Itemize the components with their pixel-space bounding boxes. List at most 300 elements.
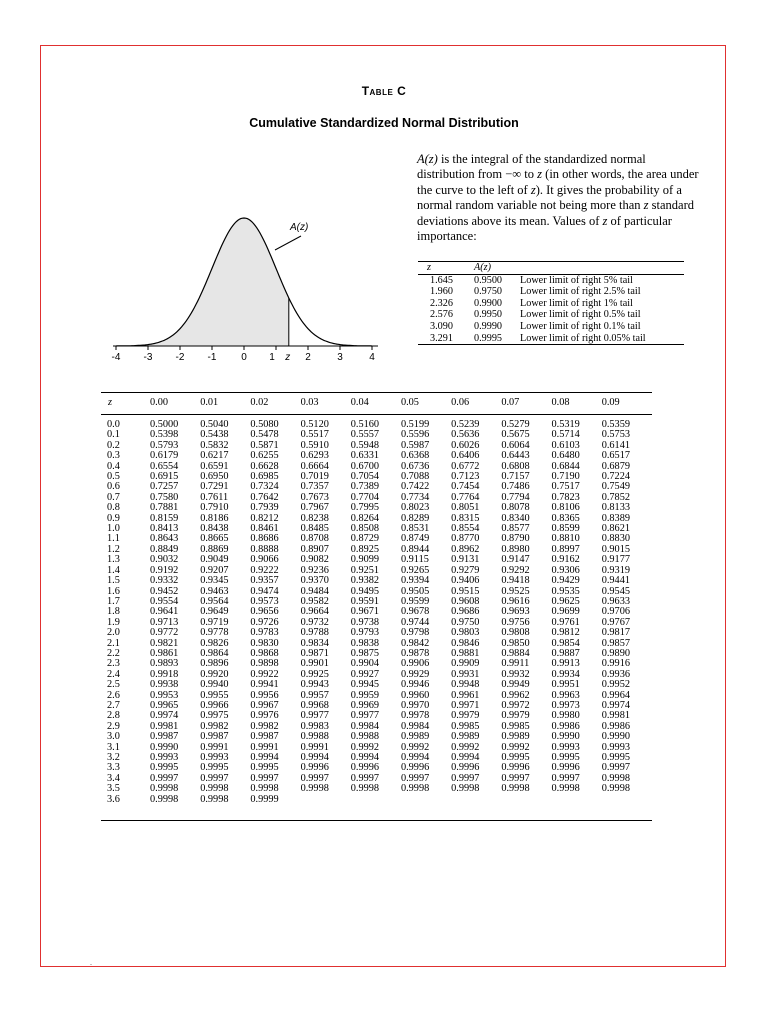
area-label: A(z) bbox=[290, 222, 309, 233]
table-cell: 0.9938 bbox=[150, 679, 179, 691]
table-cell: 0.9977 bbox=[300, 710, 329, 722]
table-cell: 0.9997 bbox=[501, 772, 530, 784]
table-cell: 0.9998 bbox=[150, 783, 179, 795]
table-cell: 0.8770 bbox=[451, 533, 480, 545]
row-z-value: 1.5 bbox=[107, 575, 120, 587]
row-z-value: 0.6 bbox=[107, 481, 120, 493]
table-cell: 0.5279 bbox=[501, 419, 530, 430]
ref-z-value: 3.291 bbox=[418, 333, 474, 345]
table-cell: 0.9896 bbox=[200, 658, 229, 670]
document-title: Cumulative Standardized Normal Distribution bbox=[249, 116, 519, 130]
table-cell: 0.8997 bbox=[551, 543, 580, 555]
row-z-value: 3.2 bbox=[107, 752, 120, 763]
row-z-value: 0.8 bbox=[107, 502, 120, 514]
table-cell: 0.9535 bbox=[551, 585, 580, 597]
table-cell: 0.7852 bbox=[601, 491, 631, 503]
table-cell: 0.8925 bbox=[350, 543, 380, 555]
table-cell: 0.9997 bbox=[250, 772, 279, 784]
table-cell: 0.9906 bbox=[400, 658, 430, 670]
table-cell: 0.9842 bbox=[400, 637, 430, 649]
table-cell: 0.9719 bbox=[200, 616, 229, 628]
normal-curve-diagram bbox=[108, 210, 388, 370]
table-cell: 0.9265 bbox=[400, 564, 430, 576]
table-cell: 0.9932 bbox=[501, 668, 530, 680]
table-cell: 0.7734 bbox=[400, 491, 430, 503]
row-z-value: 0.5 bbox=[107, 471, 120, 483]
table-cell: 0.9821 bbox=[150, 637, 179, 649]
table-cell: 0.8133 bbox=[601, 502, 631, 514]
table-cell: 0.9936 bbox=[601, 668, 631, 680]
table-cell: 0.9997 bbox=[300, 772, 329, 784]
table-cell: 0.9901 bbox=[300, 658, 329, 670]
ref-row bbox=[418, 274, 684, 286]
table-cell: 0.9965 bbox=[150, 699, 179, 711]
table-cell: 0.8289 bbox=[400, 512, 430, 524]
table-cell: 0.9452 bbox=[150, 585, 179, 597]
table-cell: 0.9989 bbox=[400, 731, 430, 743]
table-cell: 0.9554 bbox=[150, 595, 179, 607]
table-cell: 0.9981 bbox=[601, 710, 631, 722]
column-header: 0.04 bbox=[351, 393, 401, 415]
table-cell: 0.9726 bbox=[250, 616, 279, 628]
ref-description: Lower limit of right 5% tail bbox=[520, 274, 633, 286]
row-z-value: 1.2 bbox=[107, 543, 120, 555]
table-cell: 0.8023 bbox=[400, 502, 430, 514]
table-cell: 0.6443 bbox=[501, 450, 530, 462]
table-cell: 0.5000 bbox=[150, 419, 179, 430]
table-cell: 0.9808 bbox=[501, 627, 530, 639]
table-cell: 0.8508 bbox=[350, 523, 380, 535]
intro-text: −∞ bbox=[505, 167, 522, 182]
table-cell: 0.5319 bbox=[551, 419, 580, 430]
table-cell: 0.9082 bbox=[300, 554, 329, 566]
table-cell: 0.9998 bbox=[200, 783, 229, 795]
table-cell: 0.7157 bbox=[501, 471, 530, 483]
table-cell: 0.9993 bbox=[200, 752, 229, 763]
table-cell: 0.8186 bbox=[200, 512, 229, 524]
table-cell: 0.9732 bbox=[300, 616, 329, 628]
table-cell: 0.6700 bbox=[350, 460, 380, 472]
table-cell: 0.9960 bbox=[400, 689, 430, 701]
ref-z-value: 1.960 bbox=[430, 286, 453, 298]
table-cell: 0.9015 bbox=[601, 543, 631, 555]
table-cell: 0.8790 bbox=[501, 533, 530, 545]
row-z-value: 0.3 bbox=[107, 450, 120, 462]
table-cell: 0.9744 bbox=[400, 616, 430, 628]
row-z-value: 2.3 bbox=[107, 658, 120, 670]
table-cell: 0.9131 bbox=[451, 554, 480, 566]
table-cell: 0.9945 bbox=[350, 679, 380, 691]
row-z-value: 2.4 bbox=[107, 668, 120, 680]
table-cell: 0.9812 bbox=[551, 627, 580, 639]
table-cell: 0.9979 bbox=[451, 710, 480, 722]
table-cell: 0.9985 bbox=[501, 720, 530, 732]
table-row bbox=[101, 680, 652, 690]
table-cell: 0.5517 bbox=[300, 429, 329, 441]
area-pointer bbox=[275, 236, 301, 250]
table-cell: 0.9998 bbox=[601, 783, 631, 795]
table-cell: 0.5080 bbox=[250, 419, 279, 430]
table-cell: 0.7088 bbox=[400, 471, 430, 483]
table-cell: 0.9995 bbox=[150, 762, 179, 774]
table-cell: 0.9382 bbox=[350, 575, 380, 587]
table-cell: 0.9817 bbox=[601, 627, 631, 639]
table-cell: 0.5359 bbox=[601, 419, 631, 430]
table-cell: 0.8438 bbox=[200, 523, 229, 535]
table-cell: 0.8413 bbox=[150, 523, 179, 535]
table-cell: 0.9678 bbox=[400, 606, 430, 618]
table-cell: 0.9929 bbox=[400, 668, 430, 680]
table-cell: 0.9992 bbox=[400, 741, 430, 753]
table-cell: 0.9967 bbox=[250, 699, 279, 711]
table-cell: 0.8888 bbox=[250, 543, 279, 555]
table-cell: 0.9625 bbox=[551, 595, 580, 607]
row-z-value: 1.7 bbox=[107, 595, 120, 607]
table-cell: 0.9953 bbox=[150, 689, 179, 701]
table-cell: 0.9616 bbox=[501, 595, 530, 607]
table-cell: 0.6141 bbox=[601, 439, 631, 451]
axis-tick-label: -1 bbox=[207, 352, 217, 363]
table-cell: 0.5987 bbox=[400, 439, 430, 451]
row-z-value: 1.9 bbox=[107, 616, 120, 628]
table-cell: 0.6026 bbox=[451, 439, 480, 451]
table-cell: 0.9998 bbox=[501, 783, 530, 795]
table-cell: 0.9995 bbox=[601, 752, 631, 763]
ref-area-value: 0.9750 bbox=[474, 286, 503, 298]
table-cell: 0.5040 bbox=[200, 419, 229, 430]
table-cell: 0.9904 bbox=[350, 658, 380, 670]
table-cell: 0.9970 bbox=[400, 699, 430, 711]
table-cell: 0.9940 bbox=[200, 679, 229, 691]
table-cell: 0.8810 bbox=[551, 533, 580, 545]
table-cell: 0.9772 bbox=[150, 627, 179, 639]
table-cell: 0.9997 bbox=[200, 772, 229, 784]
table-cell: 0.8577 bbox=[501, 523, 530, 535]
table-cell: 0.9995 bbox=[551, 752, 580, 763]
table-cell: 0.9920 bbox=[200, 668, 229, 680]
intro-text: to bbox=[521, 167, 538, 182]
table-cell: 0.6879 bbox=[601, 460, 631, 472]
table-cell: 0.9991 bbox=[250, 741, 279, 753]
table-cell: 0.9943 bbox=[300, 679, 329, 691]
table-cell: 0.8665 bbox=[200, 533, 229, 545]
table-cell: 0.9850 bbox=[501, 637, 530, 649]
table-cell: 0.9750 bbox=[451, 616, 480, 628]
table-cell: 0.9972 bbox=[501, 699, 530, 711]
table-cell: 0.8749 bbox=[400, 533, 430, 545]
table-cell: 0.5199 bbox=[400, 419, 430, 430]
table-cell: 0.9982 bbox=[200, 720, 229, 732]
row-z-value: 3.4 bbox=[107, 772, 120, 784]
table-cell: 0.9949 bbox=[501, 679, 530, 691]
table-cell: 0.9890 bbox=[601, 647, 631, 659]
table-cell: 0.9998 bbox=[150, 795, 200, 821]
table-cell: 0.9484 bbox=[300, 585, 329, 597]
table-cell: 0.9162 bbox=[551, 554, 580, 566]
table-cell: 0.9988 bbox=[300, 731, 329, 743]
ref-header-az: A(z) bbox=[474, 262, 520, 275]
table-cell: 0.9984 bbox=[350, 720, 380, 732]
table-cell: 0.8212 bbox=[250, 512, 279, 524]
footer-mark: . bbox=[90, 958, 92, 967]
table-cell: 0.9884 bbox=[501, 647, 530, 659]
table-cell: 0.8340 bbox=[501, 512, 530, 524]
table-cell: 0.8643 bbox=[150, 533, 179, 545]
column-header: 0.08 bbox=[552, 393, 602, 415]
table-cell: 0.9788 bbox=[300, 627, 329, 639]
table-cell: 0.9998 bbox=[601, 772, 631, 784]
axis-tick-label: 3 bbox=[337, 352, 343, 363]
row-z-value: 0.1 bbox=[107, 429, 120, 441]
table-cell: 0.8830 bbox=[601, 533, 631, 545]
table-cell: 0.9147 bbox=[501, 554, 530, 566]
table-cell: 0.7224 bbox=[601, 471, 631, 483]
table-cell: 0.9976 bbox=[250, 710, 279, 722]
table-cell: 0.7794 bbox=[501, 491, 530, 503]
table-cell: 0.9987 bbox=[150, 731, 179, 743]
table-cell: 0.9441 bbox=[601, 575, 631, 587]
table-cell: 0.9838 bbox=[350, 637, 380, 649]
intro-paragraph bbox=[417, 152, 699, 244]
table-cell: 0.9994 bbox=[400, 752, 430, 763]
table-cell: 0.9756 bbox=[501, 616, 530, 628]
table-cell: 0.9564 bbox=[200, 595, 229, 607]
table-cell: 0.7967 bbox=[300, 502, 329, 514]
table-cell: 0.8980 bbox=[501, 543, 530, 555]
table-cell: 0.6293 bbox=[300, 450, 329, 462]
table-cell: 0.8315 bbox=[451, 512, 480, 524]
table-cell: 0.9994 bbox=[451, 752, 480, 763]
column-header: 0.01 bbox=[200, 393, 250, 415]
table-cell: 0.9893 bbox=[150, 658, 179, 670]
column-header-z: z bbox=[101, 393, 150, 415]
table-cell bbox=[501, 795, 551, 821]
row-z-value: 3.1 bbox=[107, 741, 120, 753]
table-cell: 0.5832 bbox=[200, 439, 229, 451]
row-z-value: 3.5 bbox=[107, 783, 120, 795]
table-cell: 0.9826 bbox=[200, 637, 229, 649]
row-z-value: 2.0 bbox=[107, 627, 120, 639]
table-cell: 0.9830 bbox=[250, 637, 279, 649]
table-cell: 0.9418 bbox=[501, 575, 530, 587]
row-z-value: 3.6 bbox=[101, 795, 150, 821]
table-cell: 0.7257 bbox=[150, 481, 179, 493]
ref-description: Lower limit of right 2.5% tail bbox=[520, 286, 641, 298]
table-cell: 0.9345 bbox=[200, 575, 229, 587]
table-cell: 0.9192 bbox=[150, 564, 179, 576]
column-header: 0.00 bbox=[150, 393, 200, 415]
table-cell: 0.7764 bbox=[451, 491, 480, 503]
table-cell: 0.9986 bbox=[551, 720, 580, 732]
table-cell: 0.8621 bbox=[601, 523, 631, 535]
table-cell: 0.5871 bbox=[250, 439, 279, 451]
table-cell: 0.8365 bbox=[551, 512, 580, 524]
table-cell: 0.5478 bbox=[250, 429, 279, 441]
table-cell: 0.6406 bbox=[451, 450, 480, 462]
table-cell: 0.9463 bbox=[200, 585, 229, 597]
table-cell: 0.9332 bbox=[150, 575, 179, 587]
table-cell: 0.9699 bbox=[551, 606, 580, 618]
table-cell: 0.9997 bbox=[601, 762, 631, 774]
table-cell: 0.9599 bbox=[400, 595, 430, 607]
table-row bbox=[101, 628, 652, 638]
table-cell: 0.9573 bbox=[250, 595, 279, 607]
table-cell: 0.9991 bbox=[200, 741, 229, 753]
table-cell: 0.5557 bbox=[350, 429, 380, 441]
table-cell: 0.9993 bbox=[601, 741, 631, 753]
table-cell: 0.9986 bbox=[601, 720, 631, 732]
table-cell: 0.9992 bbox=[501, 741, 530, 753]
table-cell: 0.9997 bbox=[150, 772, 179, 784]
table-cell: 0.9997 bbox=[350, 772, 380, 784]
table-cell: 0.9988 bbox=[350, 731, 380, 743]
table-cell: 0.9846 bbox=[451, 637, 480, 649]
table-cell: 0.9997 bbox=[451, 772, 480, 784]
table-cell: 0.9686 bbox=[451, 606, 480, 618]
table-cell: 0.9099 bbox=[350, 554, 380, 566]
table-cell: 0.5910 bbox=[300, 439, 329, 451]
row-z-value: 0.7 bbox=[107, 491, 120, 503]
table-cell: 0.9989 bbox=[451, 731, 480, 743]
table-cell: 0.9974 bbox=[150, 710, 179, 722]
table-cell: 0.9978 bbox=[400, 710, 430, 722]
table-cell: 0.9993 bbox=[551, 741, 580, 753]
table-cell: 0.9505 bbox=[400, 585, 430, 597]
ref-area-value: 0.9950 bbox=[474, 309, 503, 321]
row-z-value: 2.6 bbox=[107, 689, 120, 701]
table-cell: 0.9961 bbox=[451, 689, 480, 701]
table-cell: 0.7881 bbox=[150, 502, 179, 514]
table-cell: 0.9946 bbox=[400, 679, 430, 691]
table-cell: 0.6517 bbox=[601, 450, 631, 462]
table-cell: 0.9997 bbox=[400, 772, 430, 784]
table-cell: 0.9973 bbox=[551, 699, 580, 711]
ref-row bbox=[418, 309, 684, 321]
table-cell: 0.9864 bbox=[200, 647, 229, 659]
ref-area-value: 0.9500 bbox=[474, 274, 503, 286]
table-cell: 0.6772 bbox=[451, 460, 480, 472]
table-cell: 0.9357 bbox=[250, 575, 279, 587]
table-cell: 0.7549 bbox=[601, 481, 631, 493]
table-cell: 0.6950 bbox=[200, 471, 229, 483]
ref-description: Lower limit of right 1% tail bbox=[520, 297, 633, 309]
table-cell: 0.6331 bbox=[350, 450, 380, 462]
ref-z-value: 2.576 bbox=[430, 309, 453, 321]
table-cell: 0.9319 bbox=[601, 564, 631, 576]
row-z-value: 2.5 bbox=[107, 679, 120, 691]
table-cell: 0.6179 bbox=[150, 450, 179, 462]
table-label: Table C bbox=[361, 84, 407, 98]
table-cell: 0.9236 bbox=[300, 564, 329, 576]
table-cell: 0.9996 bbox=[400, 762, 430, 774]
table-cell: 0.7486 bbox=[501, 481, 530, 493]
table-cell: 0.9934 bbox=[551, 668, 580, 680]
table-cell: 0.9996 bbox=[551, 762, 580, 774]
table-cell: 0.7939 bbox=[250, 502, 279, 514]
table-cell: 0.6064 bbox=[501, 439, 530, 451]
row-z-value: 1.6 bbox=[107, 585, 120, 597]
table-cell: 0.6985 bbox=[250, 471, 279, 483]
table-cell: 0.9911 bbox=[501, 658, 530, 670]
column-header: 0.05 bbox=[401, 393, 451, 415]
table-cell: 0.9887 bbox=[551, 647, 580, 659]
table-cell: 0.5948 bbox=[350, 439, 380, 451]
intro-az: A(z) bbox=[417, 152, 438, 166]
table-cell: 0.9941 bbox=[250, 679, 279, 691]
ref-area-value: 0.9995 bbox=[474, 333, 520, 345]
table-cell: 0.8238 bbox=[300, 512, 329, 524]
table-cell: 0.9955 bbox=[200, 689, 229, 701]
table-cell: 0.9991 bbox=[300, 741, 329, 753]
row-z-value: 2.7 bbox=[107, 699, 120, 711]
table-cell: 0.9909 bbox=[451, 658, 480, 670]
table-cell: 0.9868 bbox=[250, 647, 279, 659]
table-cell: 0.9793 bbox=[350, 627, 380, 639]
table-cell: 0.9633 bbox=[601, 595, 631, 607]
intro-text: standard deviations above its mean. Values of bbox=[417, 198, 695, 228]
table-cell: 0.9996 bbox=[501, 762, 530, 774]
table-cell: 0.9767 bbox=[601, 616, 631, 628]
ref-row bbox=[418, 321, 684, 333]
table-cell: 0.8708 bbox=[300, 533, 329, 545]
table-cell: 0.9525 bbox=[501, 585, 530, 597]
table-cell: 0.5714 bbox=[551, 429, 580, 441]
table-cell: 0.9834 bbox=[300, 637, 329, 649]
table-cell: 0.8686 bbox=[250, 533, 279, 545]
table-cell: 0.8944 bbox=[400, 543, 430, 555]
table-cell: 0.9738 bbox=[350, 616, 380, 628]
z-axis-label: z bbox=[285, 352, 291, 363]
table-cell: 0.9918 bbox=[150, 668, 179, 680]
table-cell: 0.9968 bbox=[300, 699, 329, 711]
table-cell: 0.9987 bbox=[250, 731, 279, 743]
table-row bbox=[101, 784, 652, 794]
column-header: 0.07 bbox=[501, 393, 551, 415]
table-cell: 0.9066 bbox=[250, 554, 279, 566]
table-cell: 0.9995 bbox=[250, 762, 279, 774]
table-cell: 0.9370 bbox=[300, 575, 329, 587]
table-cell: 0.9251 bbox=[350, 564, 380, 576]
table-cell: 0.9994 bbox=[250, 752, 279, 763]
intro-z: z bbox=[602, 213, 608, 228]
table-cell: 0.5160 bbox=[350, 419, 380, 430]
table-cell: 0.9177 bbox=[601, 554, 631, 566]
row-z-value: 0.2 bbox=[107, 439, 120, 451]
table-cell: 0.9998 bbox=[451, 783, 480, 795]
table-cell: 0.9875 bbox=[350, 647, 380, 659]
table-cell: 0.8962 bbox=[451, 543, 480, 555]
table-cell: 0.5596 bbox=[400, 429, 430, 441]
table-cell: 0.9878 bbox=[400, 647, 430, 659]
table-cell: 0.9394 bbox=[400, 575, 430, 587]
table-cell: 0.9998 bbox=[200, 795, 250, 821]
table-cell: 0.5753 bbox=[601, 429, 631, 441]
table-cell: 0.6664 bbox=[300, 460, 329, 472]
table-cell: 0.9871 bbox=[300, 647, 329, 659]
normal-distribution-table bbox=[101, 392, 652, 821]
table-cell: 0.9922 bbox=[250, 668, 279, 680]
table-cell: 0.7910 bbox=[200, 502, 229, 514]
table-cell bbox=[552, 795, 602, 821]
table-cell: 0.6368 bbox=[400, 450, 430, 462]
table-cell: 0.9761 bbox=[551, 616, 580, 628]
table-cell: 0.5398 bbox=[150, 429, 179, 441]
table-cell: 0.7995 bbox=[350, 502, 380, 514]
table-cell: 0.6628 bbox=[250, 460, 279, 472]
ref-header-desc bbox=[520, 262, 684, 275]
table-cell bbox=[301, 795, 351, 821]
column-header: 0.02 bbox=[250, 393, 300, 415]
